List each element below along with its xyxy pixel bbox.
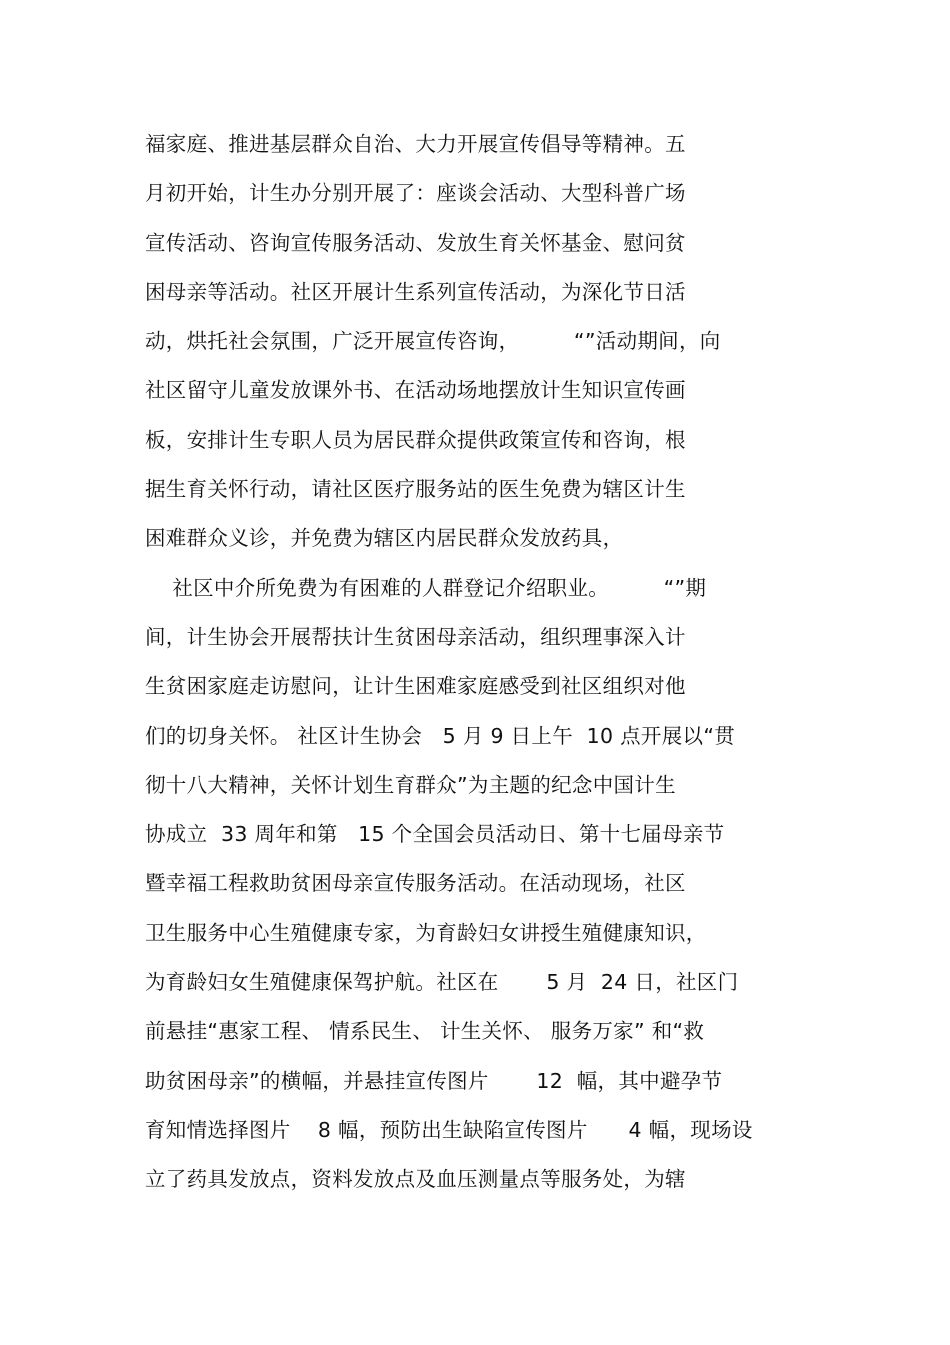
text-line: 福家庭、推进基层群众自治、大力开展宣传倡导等精神。五 [145, 132, 686, 156]
text-line: 据生育关怀行动，请社区医疗服务站的医生免费为辖区计生 [145, 477, 686, 502]
text-line: 困母亲等活动。社区开展计生系列宣传活动，为深化节日活 [145, 279, 686, 304]
text-line: 间，计生协会开展帮扶计生贫困母亲活动，组织理事深入计 [145, 624, 686, 649]
body-text [145, 120, 825, 1205]
text-line: 育知情选择图片 8 幅，预防出生缺陷宣传图片 4 幅，现场设 [145, 1117, 753, 1142]
text-line: 动，烘托社会氛围，广泛开展宣传咨询， “”活动期间，向 [145, 329, 721, 354]
text-line: 生贫困家庭走访慰问，让计生困难家庭感受到社区组织对他 [145, 674, 686, 699]
text-line: 助贫困母亲”的横幅，并悬挂宣传图片 12 幅，其中避孕节 [145, 1068, 723, 1093]
text-line: 社区留守儿童发放课外书、在活动场地摆放计生知识宣传画 [145, 378, 686, 403]
text-line: 板，安排计生专职人员为居民群众提供政策宣传和咨询，根 [145, 427, 686, 452]
text-line: 困难群众义诊，并免费为辖区内居民群众发放药具， [145, 526, 624, 551]
text-line: 立了药具发放点，资料发放点及血压测量点等服务处，为辖 [145, 1167, 686, 1192]
text-line: 宣传活动、咨询宣传服务活动、发放生育关怀基金、慰问贫 [145, 230, 686, 255]
text-line: 暨幸福工程救助贫困母亲宣传服务活动。在活动现场，社区 [145, 871, 686, 896]
text-line: 卫生服务中心生殖健康专家，为育龄妇女讲授生殖健康知识， [145, 920, 707, 945]
text-line: 月初开始，计生办分别开展了：座谈会活动、大型科普广场 [145, 181, 686, 206]
text-line: 彻十八大精神，关怀计划生育群众”为主题的纪念中国计生 [145, 772, 676, 797]
text-line: 社区中介所免费为有困难的人群登记介绍职业。 “”期 [145, 575, 707, 600]
text-line: 协成立 33 周年和第 15 个全国会员活动日、第十七届母亲节 [145, 822, 725, 847]
text-line: 们的切身关怀。 社区计生协会 5 月 9 日上午 10 点开展以“贯 [145, 723, 736, 748]
text-line: 前悬挂“惠家工程、 情系民生、 计生关怀、 服务万家” 和“救 [145, 1019, 705, 1044]
text-line: 为育龄妇女生殖健康保驾护航。社区在 5 月 24 日，社区门 [145, 970, 739, 995]
